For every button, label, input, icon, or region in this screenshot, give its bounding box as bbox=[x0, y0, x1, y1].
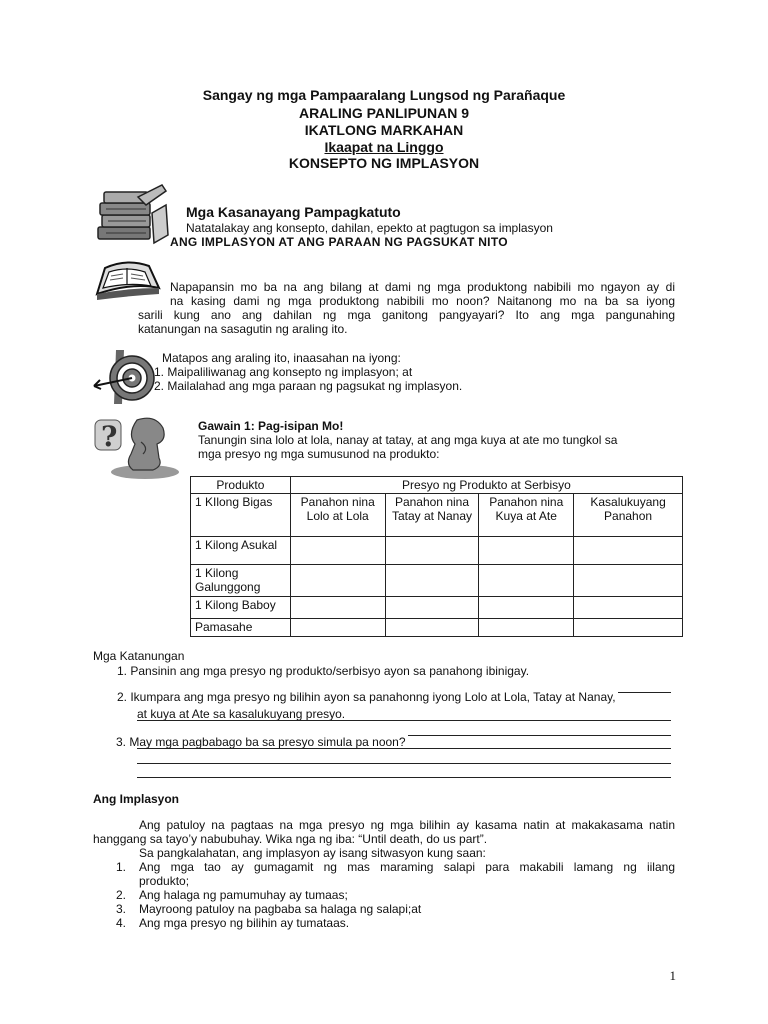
empty-cell[interactable] bbox=[574, 619, 683, 637]
empty-cell[interactable] bbox=[385, 597, 479, 619]
intro-line4: katanungan na sasagutin ng araling ito. bbox=[138, 322, 348, 336]
sub-header: Panahon nina Lolo at Lola bbox=[290, 494, 385, 537]
implasyon-item-num: 4. bbox=[116, 916, 127, 930]
implasyon-item-num: 3. bbox=[116, 902, 127, 916]
kasanayan-heading: Mga Kasanayang Pampagkatuto bbox=[186, 204, 401, 220]
empty-cell[interactable] bbox=[574, 537, 683, 565]
implasyon-item-1b: produkto; bbox=[139, 874, 190, 888]
intro-line2: na kasing dami ng mga produktong nabibili mo noon? Naitanong mo na ba sa iyong bbox=[170, 294, 675, 308]
implasyon-item-num: 1. bbox=[116, 860, 127, 874]
books-icon bbox=[96, 183, 170, 245]
sub-header: Panahon nina Kuya at Ate bbox=[479, 494, 574, 537]
sub-header: Kasalukuyang Panahon bbox=[574, 494, 683, 537]
implasyon-item-4: Ang mga presyo ng bilihin ay tumataas. bbox=[139, 916, 350, 930]
layunin-item-1: 1. Maipaliliwanag ang konsepto ng implasyon; at bbox=[154, 365, 413, 379]
empty-cell[interactable] bbox=[385, 565, 479, 597]
gawain-title: Gawain 1: Pag-isipan Mo! bbox=[198, 419, 344, 433]
layunin-item-2: 2. Mailalahad ang mga paraan ng pagsukat ng implasyon. bbox=[154, 379, 463, 393]
empty-cell[interactable] bbox=[290, 537, 385, 565]
row-label: 1 Kilong Galunggong bbox=[191, 565, 291, 597]
header-line3: IKATLONG MARKAHAN bbox=[304, 122, 464, 138]
implasyon-item-3: Mayroong patuloy na pagbaba sa halaga ng salapi;at bbox=[139, 902, 422, 916]
empty-cell[interactable] bbox=[385, 619, 479, 637]
header-line4: Ikaapat na Linggo bbox=[324, 139, 444, 155]
empty-cell[interactable] bbox=[479, 565, 574, 597]
sub-header: Panahon nina Tatay at Nanay bbox=[385, 494, 479, 537]
row-label: 1 Kilong Baboy bbox=[191, 597, 291, 619]
answer-line[interactable] bbox=[137, 720, 671, 721]
thinking-person-icon bbox=[93, 414, 185, 480]
implasyon-p1b: hanggang sa tayo’y nabubuhay. Wika nga ng iba: “Until death, do us part”. bbox=[93, 832, 488, 846]
gawain-line2: mga presyo ng mga sumusunod na produkto: bbox=[198, 447, 440, 461]
katanungan-heading: Mga Katanungan bbox=[93, 649, 185, 663]
implasyon-heading: Ang Implasyon bbox=[93, 792, 180, 806]
presyo-table bbox=[190, 476, 683, 637]
answer-line[interactable] bbox=[137, 748, 671, 749]
empty-cell[interactable] bbox=[574, 597, 683, 619]
implasyon-p1a: Ang patuloy na pagtaas na mga presyo ng mga bilihin ay kasama natin at makakasama natin bbox=[139, 818, 675, 832]
kasanayan-subheading: ANG IMPLASYON AT ANG PARAAN NG PAGSUKAT NITO bbox=[170, 235, 508, 249]
page-number: 1 bbox=[669, 968, 676, 983]
implasyon-p2: Sa pangkalahatan, ang implasyon ay isang sitwasyon kung saan: bbox=[139, 846, 486, 860]
open-book-icon bbox=[93, 258, 163, 302]
gawain-line1: Tanungin sina lolo at lola, nanay at tatay, at ang mga kuya at ate mo tungkol sa bbox=[198, 433, 618, 447]
col-produkto-header: Produkto bbox=[191, 477, 291, 494]
question-mark-glyph: ? bbox=[101, 420, 118, 453]
empty-cell[interactable] bbox=[479, 537, 574, 565]
row-label: Pamasahe bbox=[191, 619, 291, 637]
empty-cell[interactable] bbox=[290, 597, 385, 619]
question-2a: 2. Ikumpara ang mga presyo ng bilihin ayon sa panahonng iyong Lolo at Lola, Tatay at Nanay, bbox=[117, 690, 616, 704]
question-1: 1. Pansinin ang mga presyo ng produkto/serbisyo ayon sa panahong ibinigay. bbox=[117, 664, 530, 678]
row-label: 1 KIlong Bigas bbox=[191, 494, 291, 537]
header-line1: Sangay ng mga Pampaaralang Lungsod ng Parañaque bbox=[202, 87, 566, 103]
col-presyo-header: Presyo ng Produkto at Serbisyo bbox=[290, 477, 682, 494]
header-line2: ARALING PANLIPUNAN 9 bbox=[298, 105, 470, 121]
empty-cell[interactable] bbox=[574, 565, 683, 597]
row-label: 1 Kilong Asukal bbox=[191, 537, 291, 565]
empty-cell[interactable] bbox=[479, 597, 574, 619]
implasyon-item-2: Ang halaga ng pamumuhay ay tumaas; bbox=[139, 888, 348, 902]
layunin-intro: Matapos ang araling ito, inaasahan na iyong: bbox=[162, 351, 401, 365]
header-line5: KONSEPTO NG IMPLASYON bbox=[288, 155, 480, 171]
intro-line3: sarili kung ano ang dahilan ng mga ganitong pangyayari? Ito ang mga pangunahing bbox=[138, 308, 675, 322]
answer-line[interactable] bbox=[137, 763, 671, 764]
empty-cell[interactable] bbox=[290, 619, 385, 637]
intro-line1: Napapansin mo ba na ang bilang at dami ng mga produktong nabibili mo ngayon ay di bbox=[170, 280, 675, 294]
empty-cell[interactable] bbox=[385, 537, 479, 565]
question-2b: at kuya at Ate sa kasalukuyang presyo. bbox=[137, 707, 346, 721]
empty-cell[interactable] bbox=[479, 619, 574, 637]
question-3: 3. May mga pagbabago ba sa presyo simula pa noon? bbox=[116, 735, 406, 749]
implasyon-item-1a: Ang mga tao ay gumagamit ng mas maraming salapi para makabili lamang ng iilang bbox=[139, 860, 675, 874]
empty-cell[interactable] bbox=[290, 565, 385, 597]
answer-line[interactable] bbox=[137, 777, 671, 778]
kasanayan-text: Natatalakay ang konsepto, dahilan, epekto at pagtugon sa implasyon bbox=[186, 221, 553, 235]
implasyon-item-num: 2. bbox=[116, 888, 127, 902]
target-icon bbox=[92, 348, 156, 406]
